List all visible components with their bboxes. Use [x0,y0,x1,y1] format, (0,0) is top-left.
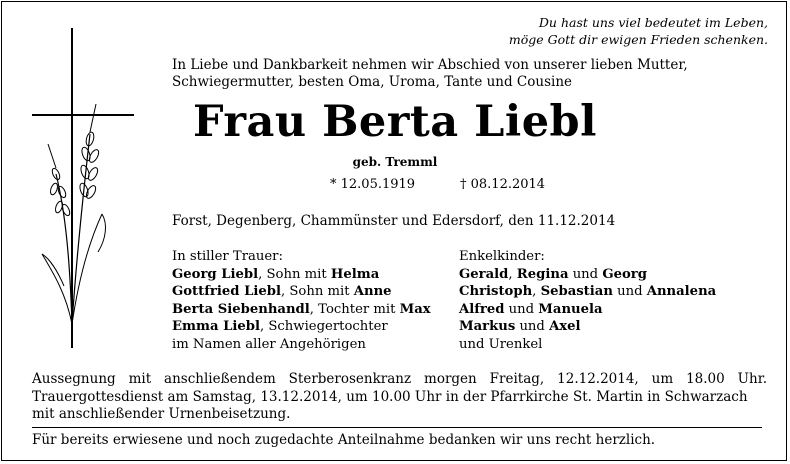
grandchild-row: und Urenkel [459,336,543,352]
grandchild-row: Gerald, Regina und Georg [459,266,647,282]
grandchild-row: Markus und Axel [459,319,581,334]
mourner-row: im Namen aller Angehörigen [172,336,366,352]
motto-quote [509,14,768,48]
mourners-heading: In stiller Trauer: [172,249,283,264]
service-line-2: Trauergottesdienst am Samstag, 13.12.2014, um 10.00 Uhr in der Pfarrkirche St. Martin in Schwarzach [32,388,748,405]
divider [32,427,762,428]
cross-with-wheat-icon [30,24,140,354]
motto-line-1: Du hast uns viel bedeutet im Leben, [538,15,768,30]
mourners-list [172,248,431,353]
thanks-text: Für bereits erwiesene und noch zugedachte Anteilnahme bedanken wir uns recht herzlich. [32,432,656,448]
mourner-row: Georg Liebl, Sohn mit Helma [172,266,380,282]
mourner-row: Berta Siebenhandl, Tochter mit Max [172,301,431,317]
grandchild-row: Alfred und Manuela [459,301,603,317]
mourner-row: Gottfried Liebl, Sohn mit Anne [172,284,392,299]
motto-line-2: möge Gott dir ewigen Frieden schenken. [508,32,768,47]
birth-date: * 12.05.1919 [330,177,416,192]
deceased-name: Frau Berta Liebl [193,97,597,147]
intro-line-2: Schwiegermutter, besten Oma, Uroma, Tante und Cousine [172,74,572,90]
intro-line-1: In Liebe und Dankbarkeit nehmen wir Abschied von unserer lieben Mutter, [172,57,688,73]
maiden-name: geb. Tremml [352,155,438,169]
mourner-row: Emma Liebl, Schwiegertochter [172,319,388,334]
service-details [32,371,767,424]
death-date: † 08.12.2014 [460,177,546,192]
service-line-3: mit anschließender Urnenbeisetzung. [32,406,291,422]
grandchildren-list [459,248,716,353]
place-date: Forst, Degenberg, Chammünster und Edersdorf, den 11.12.2014 [172,213,616,229]
grandchild-row: Christoph, Sebastian und Annalena [459,284,717,299]
grandchildren-heading: Enkelkinder: [459,249,545,264]
service-line-1: Aussegnung mit anschließendem Sterberosenkranz morgen Freitag, 12.12.2014, um 18.00 Uhr. [32,371,767,387]
intro-text [172,57,688,91]
